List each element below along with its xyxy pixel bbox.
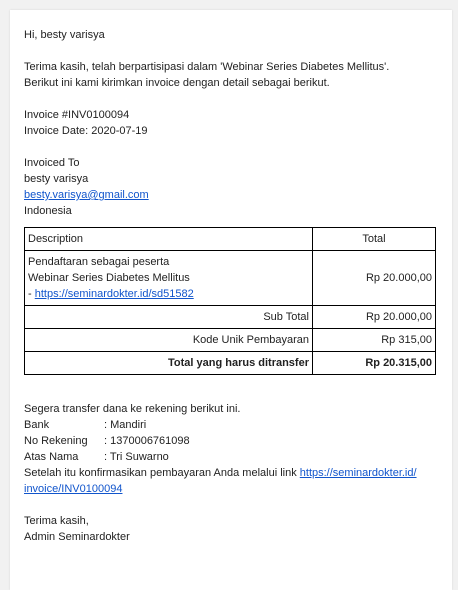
greeting: Hi, besty varisya <box>24 29 105 41</box>
item-link-prefix: - <box>28 288 35 300</box>
account-label: No Rekening <box>24 435 88 447</box>
subtotal-label: Sub Total <box>25 306 313 329</box>
item-total: Rp 20.000,00 <box>313 251 436 306</box>
header-description: Description <box>25 228 313 251</box>
customer-name: besty varisya <box>24 173 89 185</box>
invoice-table <box>24 227 436 375</box>
account-name-row <box>24 449 436 465</box>
item-line-1: Pendaftaran sebagai peserta <box>28 256 170 268</box>
customer-country: Indonesia <box>24 205 72 217</box>
invoice-date: Invoice Date: 2020-07-19 <box>24 125 148 137</box>
table-row-item <box>25 251 436 306</box>
item-line-2: Webinar Series Diabetes Mellitus <box>28 272 190 284</box>
table-row-unique-code <box>25 329 436 352</box>
intro-line-2: Berikut ini kami kirimkan invoice dengan detail sebagai berikut. <box>24 77 330 89</box>
confirm-text: Setelah itu konfirmasikan pembayaran Anda melalui link <box>24 467 300 479</box>
grand-total-label: Total yang harus ditransfer <box>25 352 313 375</box>
customer-email-link[interactable]: besty.varisya@gmail.com <box>24 189 149 201</box>
header-total: Total <box>313 228 436 251</box>
bank-value: : Mandiri <box>104 419 147 431</box>
account-name-label: Atas Nama <box>24 451 79 463</box>
unique-code-value: Rp 315,00 <box>313 329 436 352</box>
account-value: : 1370006761098 <box>104 435 190 447</box>
transfer-instruction: Segera transfer dana ke rekening berikut ini. <box>24 403 241 415</box>
account-name-value: : Tri Suwarno <box>104 451 169 463</box>
item-description-cell <box>25 251 313 306</box>
table-header-row <box>25 228 436 251</box>
confirm-link-part-2: invoice/INV0100094 <box>24 483 123 495</box>
bank-label: Bank <box>24 419 50 431</box>
grand-total-value: Rp 20.315,00 <box>313 352 436 375</box>
subtotal-value: Rp 20.000,00 <box>313 306 436 329</box>
email-content <box>24 27 436 545</box>
item-link[interactable]: https://seminardokter.id/sd51582 <box>34 288 194 300</box>
closing-signature: Admin Seminardokter <box>24 531 130 543</box>
intro-line-1: Terima kasih, telah berpartisipasi dalam 'Webinar Series Diabetes Mellitus'. <box>24 61 390 73</box>
table-row-grand-total <box>25 352 436 375</box>
confirm-link-part-1: https://seminardokter.id/ <box>299 467 417 479</box>
confirm-paragraph <box>24 465 436 497</box>
unique-code-label: Kode Unik Pembayaran <box>25 329 313 352</box>
invoiced-to-label: Invoiced To <box>24 157 80 169</box>
table-row-subtotal <box>25 306 436 329</box>
bank-row <box>24 417 436 433</box>
invoice-number: Invoice #INV0100094 <box>24 109 130 121</box>
closing-thanks: Terima kasih, <box>24 515 89 527</box>
email-body-card <box>10 10 452 590</box>
account-row <box>24 433 436 449</box>
